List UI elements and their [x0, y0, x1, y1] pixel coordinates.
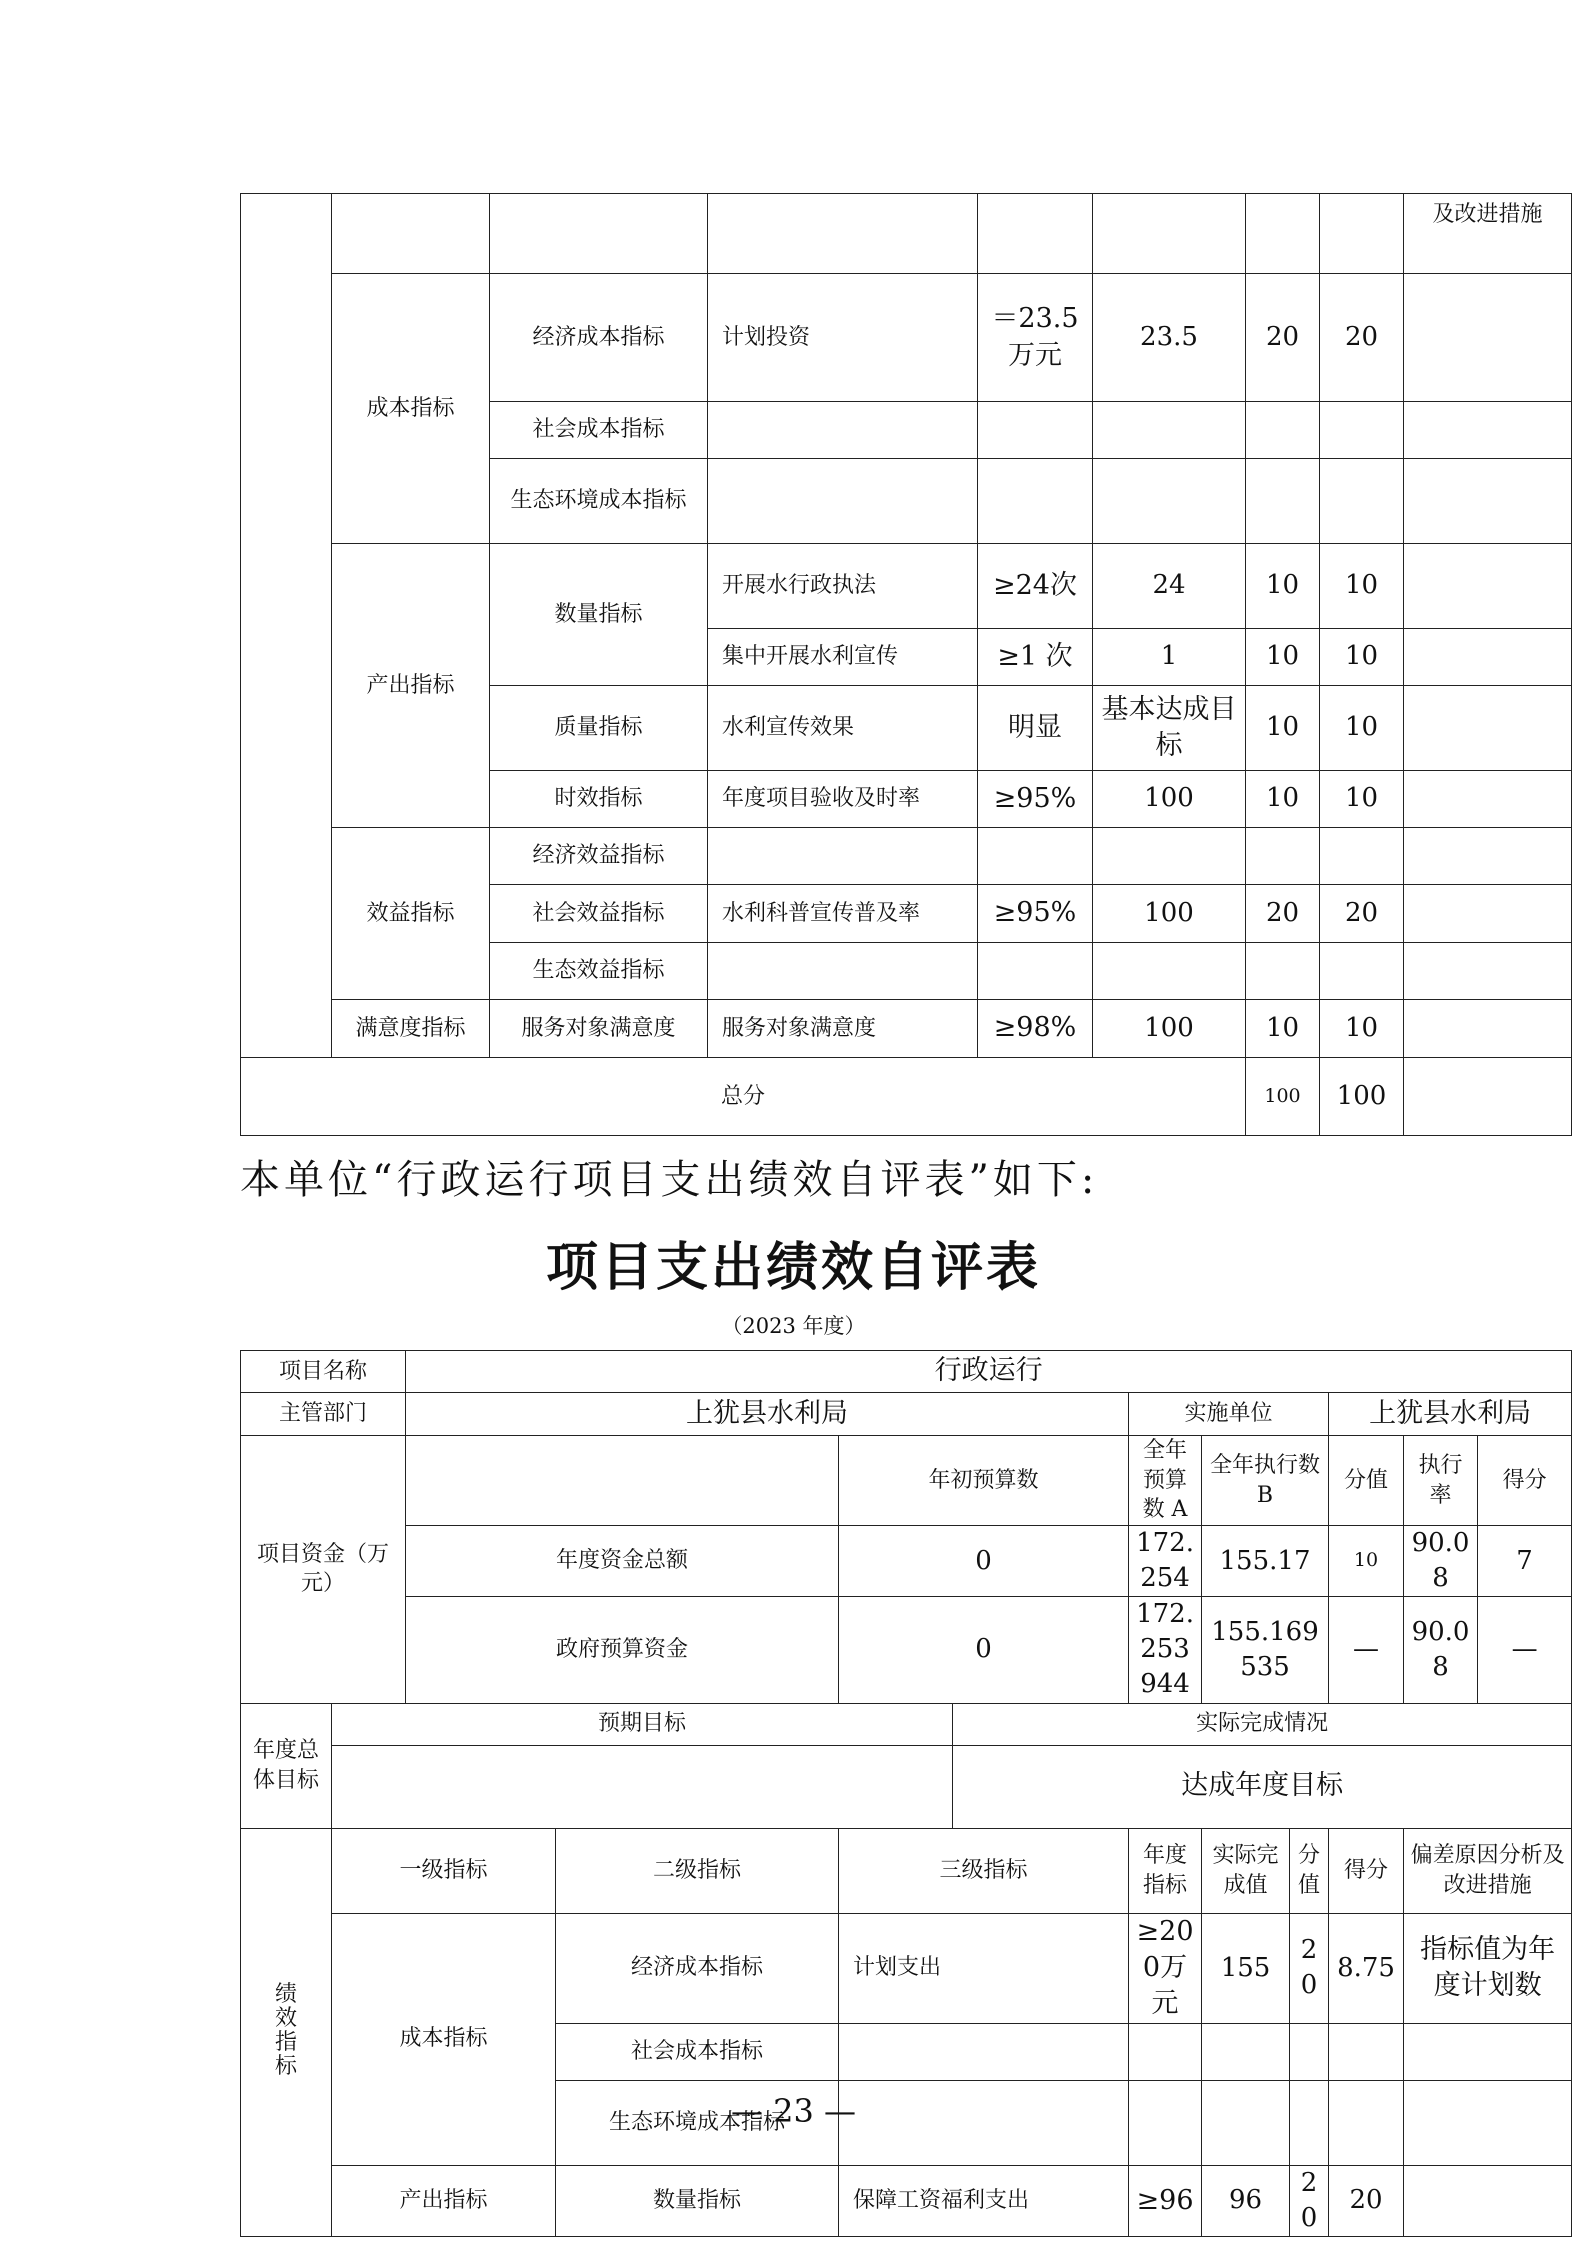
- level2-cell: 社会成本指标: [490, 402, 708, 459]
- funds-header-b: 全年执行数 B: [1202, 1436, 1329, 1526]
- score-cell: 10: [1320, 771, 1404, 828]
- expected-label: 预期目标: [332, 1703, 953, 1745]
- level2-cell: 生态效益指标: [490, 943, 708, 1000]
- level2-cell: 生态环境成本指标: [556, 2080, 839, 2165]
- level1-cell: 效益指标: [332, 828, 490, 1000]
- target-cell: ＝23.5万元: [978, 274, 1093, 402]
- level2-cell: 生态环境成本指标: [490, 459, 708, 544]
- target-cell: ≥1 次: [978, 629, 1093, 686]
- funds-b: 155.17: [1202, 1526, 1329, 1597]
- level3-cell: 水利科普宣传普及率: [708, 885, 978, 943]
- level3-cell: 开展水行政执法: [708, 544, 978, 629]
- weight-cell: 10: [1246, 686, 1320, 771]
- document-title: 项目支出绩效自评表: [545, 1237, 1041, 1298]
- level3-cell: 保障工资福利支出: [839, 2165, 1129, 2236]
- perf-header-score: 得分: [1329, 1828, 1404, 1913]
- target-cell: ≥96: [1129, 2165, 1202, 2236]
- level3-cell: 计划支出: [839, 1913, 1129, 2023]
- target-cell: ≥200万元: [1129, 1913, 1202, 2023]
- weight-cell: 20: [1290, 1913, 1329, 2023]
- funds-a: 172.253944: [1129, 1597, 1202, 1703]
- level2-cell: 时效指标: [490, 771, 708, 828]
- funds-score: —: [1478, 1597, 1572, 1703]
- score-cell: 8.75: [1329, 1913, 1404, 2023]
- funds-rate: 90.08: [1404, 1597, 1478, 1703]
- project-name: 行政运行: [406, 1351, 1572, 1393]
- actual-cell: 1: [1093, 629, 1246, 686]
- weight-cell: 10: [1246, 1000, 1320, 1058]
- level1-cell: 成本指标: [332, 1913, 556, 2165]
- perf-header-l2: 二级指标: [556, 1828, 839, 1913]
- target-cell: ≥24次: [978, 544, 1093, 629]
- funds-weight: 10: [1329, 1526, 1404, 1597]
- target-cell: ≥98%: [978, 1000, 1093, 1058]
- expected-value: [332, 1745, 953, 1828]
- weight-cell: 20: [1290, 2165, 1329, 2236]
- perf-header-note: 偏差原因分析及改进措施: [1404, 1828, 1572, 1913]
- funds-score: 7: [1478, 1526, 1572, 1597]
- funds-header-score: 得分: [1478, 1436, 1572, 1526]
- weight-cell: 10: [1246, 771, 1320, 828]
- actual-cell: 155: [1202, 1913, 1290, 2023]
- funds-init: 0: [839, 1526, 1129, 1597]
- perf-header-target: 年度指标: [1129, 1828, 1202, 1913]
- total-label: 总分: [241, 1058, 1246, 1136]
- weight-cell: 10: [1246, 544, 1320, 629]
- perf-header-l3: 三级指标: [839, 1828, 1129, 1913]
- funds-label: 项目资金（万元）: [241, 1436, 406, 1704]
- funds-init: 0: [839, 1597, 1129, 1703]
- page-number: — 23 —: [730, 2092, 857, 2130]
- funds-header-a: 全年预算数 A: [1129, 1436, 1202, 1526]
- funds-row-label: 年度资金总额: [406, 1526, 839, 1597]
- dept-value: 上犹县水利局: [406, 1393, 1129, 1436]
- dept-label: 主管部门: [241, 1393, 406, 1436]
- actual-value: 达成年度目标: [953, 1745, 1572, 1828]
- level2-cell: 经济效益指标: [490, 828, 708, 885]
- perf-label: 绩效指标: [274, 1981, 297, 2080]
- score-cell: 20: [1320, 885, 1404, 943]
- level2-cell: 质量指标: [490, 686, 708, 771]
- level3-cell: 集中开展水利宣传: [708, 629, 978, 686]
- level1-cell: 产出指标: [332, 2165, 556, 2236]
- funds-b: 155.169535: [1202, 1597, 1329, 1703]
- level1-cell: 产出指标: [332, 544, 490, 828]
- actual-cell: 100: [1093, 771, 1246, 828]
- level3-cell: 计划投资: [708, 274, 978, 402]
- header-tail: 及改进措施: [1404, 194, 1572, 274]
- score-cell: 20: [1320, 274, 1404, 402]
- level3-cell: 服务对象满意度: [708, 1000, 978, 1058]
- project-name-label: 项目名称: [241, 1351, 406, 1393]
- level2-cell: 社会效益指标: [490, 885, 708, 943]
- side-cell: [241, 194, 332, 1058]
- goal-label: 年度总体目标: [241, 1703, 332, 1828]
- note-cell: 指标值为年度计划数: [1404, 1913, 1572, 2023]
- level2-cell: 经济成本指标: [490, 274, 708, 402]
- funds-row-label: 政府预算资金: [406, 1597, 839, 1703]
- weight-cell: 20: [1246, 274, 1320, 402]
- target-cell: ≥95%: [978, 771, 1093, 828]
- weight-cell: 10: [1246, 629, 1320, 686]
- total-weight: 100: [1246, 1058, 1320, 1136]
- level1-cell: 成本指标: [332, 274, 490, 544]
- level2-cell: 数量指标: [556, 2165, 839, 2236]
- funds-header-init: 年初预算数: [839, 1436, 1129, 1526]
- actual-cell: 23.5: [1093, 274, 1246, 402]
- score-cell: 10: [1320, 629, 1404, 686]
- actual-cell: 96: [1202, 2165, 1290, 2236]
- impl-label: 实施单位: [1129, 1393, 1329, 1436]
- target-cell: 明显: [978, 686, 1093, 771]
- funds-header-rate: 执行率: [1404, 1436, 1478, 1526]
- actual-cell: 100: [1093, 1000, 1246, 1058]
- funds-a: 172.254: [1129, 1526, 1202, 1597]
- actual-cell: 基本达成目标: [1093, 686, 1246, 771]
- funds-weight: —: [1329, 1597, 1404, 1703]
- score-cell: 10: [1320, 544, 1404, 629]
- level2-cell: 服务对象满意度: [490, 1000, 708, 1058]
- level1-cell: 满意度指标: [332, 1000, 490, 1058]
- perf-header-actual: 实际完成值: [1202, 1828, 1290, 1913]
- score-cell: 10: [1320, 1000, 1404, 1058]
- score-cell: 10: [1320, 686, 1404, 771]
- document-year: （2023 年度）: [721, 1314, 866, 1338]
- level2-cell: 经济成本指标: [556, 1913, 839, 2023]
- level2-cell: 社会成本指标: [556, 2023, 839, 2080]
- weight-cell: 20: [1246, 885, 1320, 943]
- target-cell: ≥95%: [978, 885, 1093, 943]
- actual-cell: 24: [1093, 544, 1246, 629]
- perf-header-weight: 分值: [1290, 1828, 1329, 1913]
- intro-paragraph: 本单位“行政运行项目支出绩效自评表”如下:: [240, 1157, 1099, 1203]
- perf-label-cell: [241, 1828, 332, 2237]
- actual-label: 实际完成情况: [953, 1703, 1572, 1745]
- funds-header-weight: 分值: [1329, 1436, 1404, 1526]
- funds-rate: 90.08: [1404, 1526, 1478, 1597]
- actual-cell: 100: [1093, 885, 1246, 943]
- level2-cell: 数量指标: [490, 544, 708, 686]
- performance-table-continued: [240, 193, 1572, 1136]
- perf-header-l1: 一级指标: [332, 1828, 556, 1913]
- level3-cell: 水利宣传效果: [708, 686, 978, 771]
- score-cell: 20: [1329, 2165, 1404, 2236]
- total-score: 100: [1320, 1058, 1404, 1136]
- level3-cell: 年度项目验收及时率: [708, 771, 978, 828]
- impl-value: 上犹县水利局: [1329, 1393, 1572, 1436]
